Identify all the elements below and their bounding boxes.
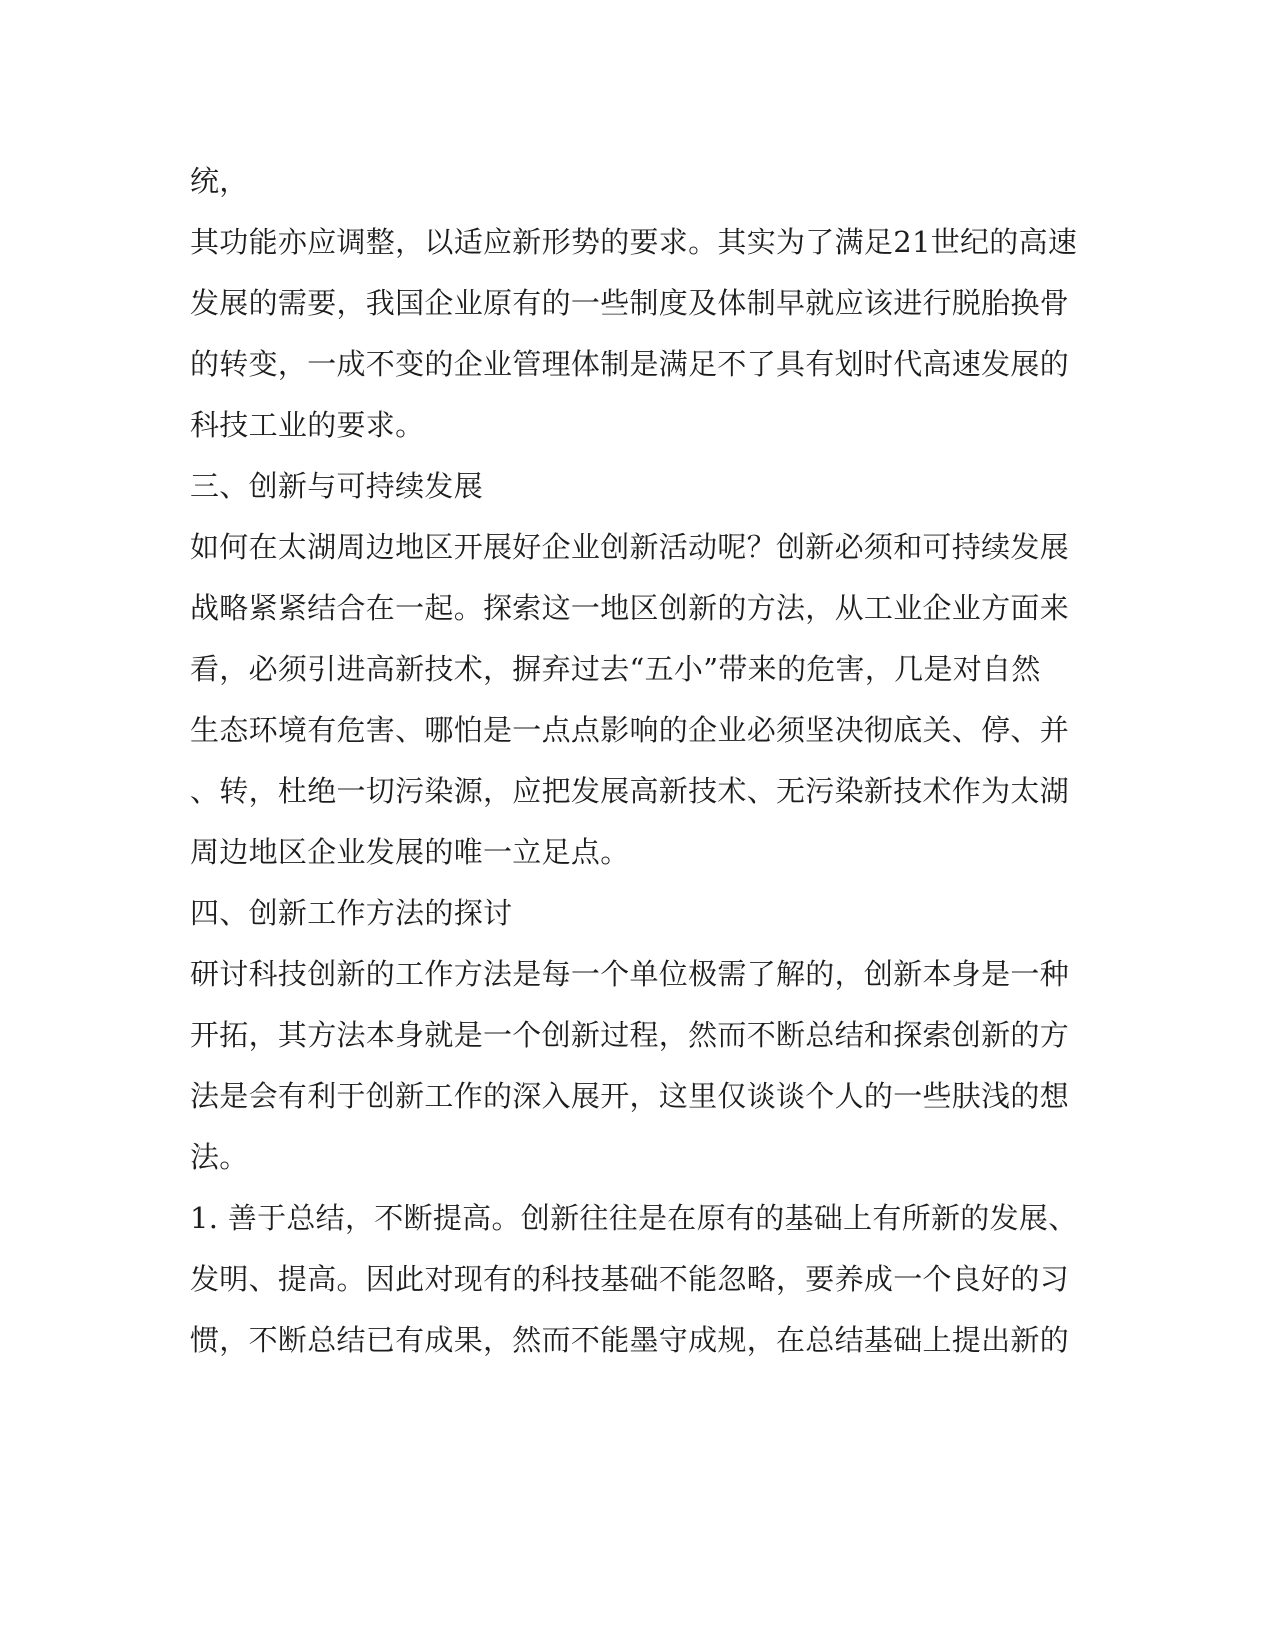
text-line: 发展的需要，我国企业原有的一些制度及体制早就应该进行脱胎换骨 [190, 286, 1070, 320]
text-line: 、转，杜绝一切污染源，应把发展高新技术、无污染新技术作为太湖 [190, 774, 1070, 808]
text-line: 的转变，一成不变的企业管理体制是满足不了具有划时代高速发展的 [190, 347, 1070, 381]
text-line: 战略紧紧结合在一起。探索这一地区创新的方法，从工业企业方面来 [190, 591, 1070, 625]
text-line: 统， [190, 164, 249, 198]
list-item: 1. 善于总结，不断提高。创新往往是在原有的基础上有所新的发展、 [190, 1201, 1078, 1235]
text-line: 发明、提高。因此对现有的科技基础不能忽略，要养成一个良好的习 [190, 1262, 1070, 1296]
text-line: 如何在太湖周边地区开展好企业创新活动呢？创新必须和可持续发展 [190, 530, 1070, 564]
text-line: 周边地区企业发展的唯一立足点。 [190, 835, 630, 869]
text-line: 研讨科技创新的工作方法是每一个单位极需了解的，创新本身是一种 [190, 957, 1070, 991]
text-line: 科技工业的要求。 [190, 408, 425, 442]
text-line: 生态环境有危害、哪怕是一点点影响的企业必须坚决彻底关、停、并 [190, 713, 1070, 747]
text-line: 开拓，其方法本身就是一个创新过程，然而不断总结和探索创新的方 [190, 1018, 1070, 1052]
text-line: 法。 [190, 1140, 249, 1174]
section-heading: 四、创新工作方法的探讨 [190, 896, 513, 930]
text-line: 其功能亦应调整，以适应新形势的要求。其实为了满足21世纪的高速 [190, 225, 1078, 259]
text-line: 法是会有利于创新工作的深入展开，这里仅谈谈个人的一些肤浅的想 [190, 1079, 1070, 1113]
text-line: 看，必须引进高新技术，摒弃过去“五小”带来的危害，几是对自然 [190, 652, 1041, 686]
section-heading: 三、创新与可持续发展 [190, 469, 484, 503]
text-line: 惯，不断总结已有成果，然而不能墨守成规，在总结基础上提出新的 [190, 1323, 1070, 1357]
